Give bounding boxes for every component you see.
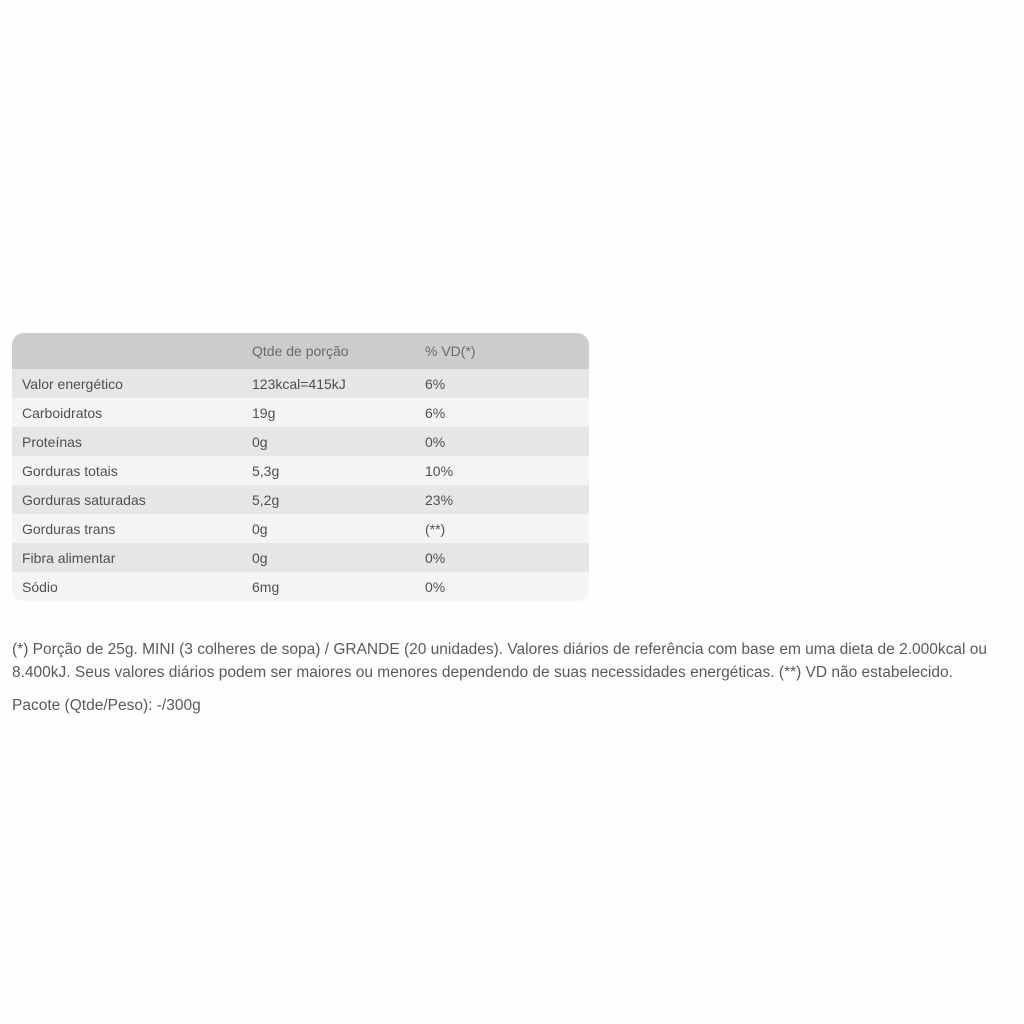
nutrient-vd: 0% [425,433,446,450]
table-row [12,398,589,427]
nutrient-name: Sódio [22,578,58,595]
nutrient-name: Fibra alimentar [22,549,116,566]
nutrient-name: Gorduras trans [22,520,116,537]
nutrient-name: Valor energético [22,375,123,392]
table-row [12,427,589,456]
nutrient-vd: (**) [425,520,446,537]
nutrient-vd: 0% [425,549,446,566]
table-row [12,572,589,601]
nutrient-name: Gorduras saturadas [22,491,146,508]
nutrient-qty: 6mg [252,578,280,595]
footnote-text: (*) Porção de 25g. MINI (3 colheres de sopa) / GRANDE (20 unidades). Valores diários de referência com base em uma dieta de 2.000kcal ou 8.400kJ. Seus valores diários podem ser maiores ou menores dependendo de suas necessidades energéticas. (**) VD não estabelecido. [12,641,987,681]
table-row [12,456,589,485]
nutrient-qty: 0g [252,549,268,566]
header-vd-cell: % VD(*) [425,343,476,359]
nutrient-vd: 6% [425,404,446,421]
table-row [12,369,589,398]
nutrient-name: Proteínas [22,433,82,450]
nutrient-vd: 10% [425,462,454,479]
nutrient-vd: 0% [425,578,446,595]
table-row [12,514,589,543]
nutrient-qty: 0g [252,433,268,450]
nutrient-name: Gorduras totais [22,462,118,479]
header-qty-cell: Qtde de porção [252,343,349,359]
nutrient-vd: 23% [425,491,454,508]
nutrient-name: Carboidratos [22,404,103,421]
nutrient-qty: 19g [252,404,276,421]
nutrient-qty: 123kcal=415kJ [252,375,346,392]
nutrition-table [12,333,589,601]
nutrient-qty: 0g [252,520,268,537]
table-row [12,485,589,514]
table-row [12,543,589,572]
nutrient-qty: 5,2g [252,491,280,508]
nutrient-vd: 6% [425,375,446,392]
table-header-row [12,333,589,369]
package-info: Pacote (Qtde/Peso): -/300g [12,697,201,714]
nutrient-qty: 5,3g [252,462,280,479]
